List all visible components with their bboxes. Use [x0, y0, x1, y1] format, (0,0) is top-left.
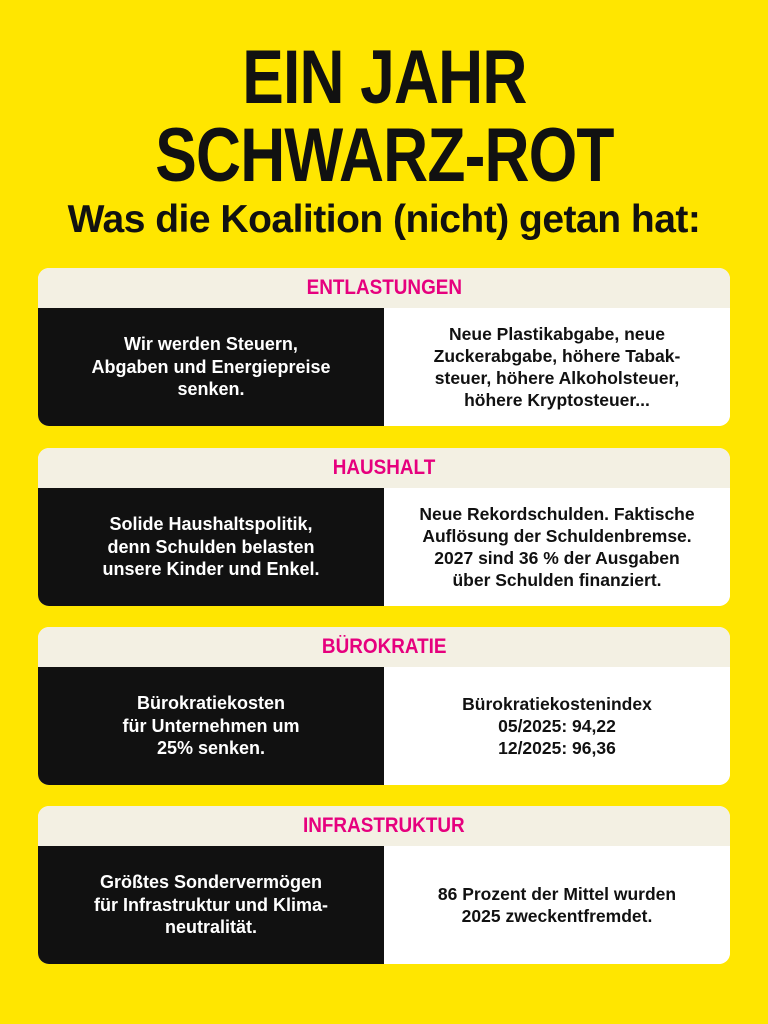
page-subtitle: Was die Koalition (nicht) getan hat:	[67, 198, 701, 241]
reality-text-haushalt: Neue Rekordschulden. Faktische Auflösung der Schuldenbremse. 2027 sind 36 % der Ausgaben über Schulden finanziert.	[384, 488, 730, 606]
reality-text-infrastruktur: 86 Prozent der Mittel wurden 2025 zweckentfremdet.	[384, 846, 730, 964]
promise-text-infrastruktur: Größtes Sondervermögen für Infrastruktur und Klima- neutralität.	[38, 846, 384, 964]
section-heading-haushalt: HAUSHALT	[332, 456, 436, 479]
page-title-line-2-text: SCHWARZ-ROT	[154, 113, 614, 198]
section-header-haushalt	[38, 448, 730, 488]
promise-text-haushalt: Solide Haushaltspolitik, denn Schulden belasten unsere Kinder und Enkel.	[38, 488, 384, 606]
section-card-buerokratie	[38, 627, 730, 785]
section-header-buerokratie	[38, 627, 730, 667]
section-heading-entlastungen: ENTLASTUNGEN	[306, 276, 462, 299]
section-header-infrastruktur	[38, 806, 730, 846]
page-title-line-2	[0, 113, 768, 198]
promise-text-entlastungen: Wir werden Steuern, Abgaben und Energiepreise senken.	[38, 308, 384, 426]
section-card-infrastruktur	[38, 806, 730, 964]
page-title-line-1-text: EIN JAHR	[241, 35, 527, 120]
section-card-haushalt	[38, 448, 730, 606]
section-heading-infrastruktur: INFRASTRUKTUR	[303, 814, 465, 837]
reality-text-entlastungen: Neue Plastikabgabe, neue Zuckerabgabe, höhere Tabak- steuer, höhere Alkoholsteuer, höhere Kryptosteuer...	[384, 308, 730, 426]
section-card-entlastungen	[38, 268, 730, 426]
reality-text-buerokratie: Bürokratiekostenindex 05/2025: 94,22 12/2025: 96,36	[384, 667, 730, 785]
promise-text-buerokratie: Bürokratiekosten für Unternehmen um 25% senken.	[38, 667, 384, 785]
section-heading-buerokratie: BÜROKRATIE	[321, 635, 447, 658]
page-title-line-1	[0, 35, 768, 120]
section-header-entlastungen	[38, 268, 730, 308]
